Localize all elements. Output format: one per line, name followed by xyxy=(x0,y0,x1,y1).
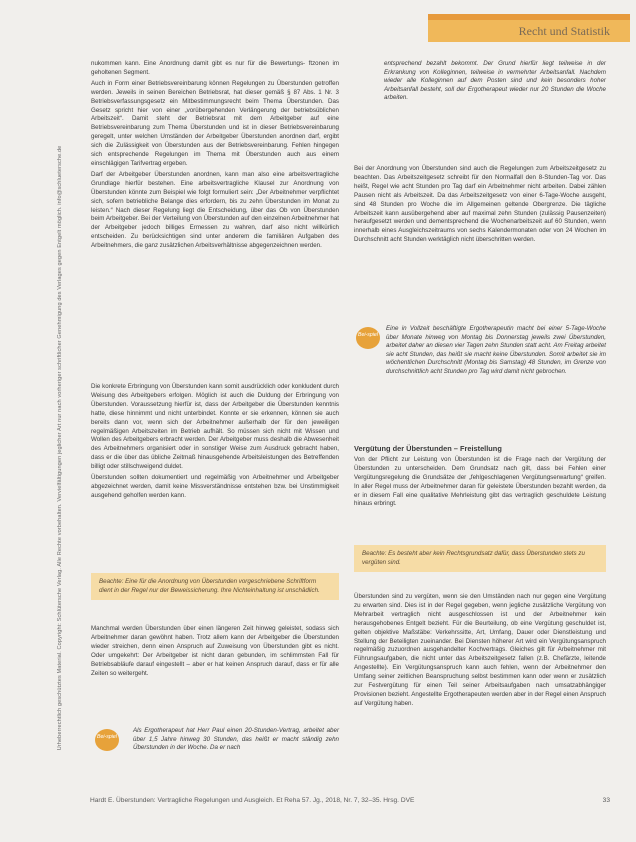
section-banner xyxy=(428,14,630,42)
copyright-notice: Urheberrechtlich geschütztes Material. Copyright: Schlütersche Verlag. Alle Rechte vorbehalten. Vervielfältigungen jeglicher Art nur nach vorheriger schriftlicher Genehmigung des Verlages gegen Entgelt möglich. info@schluetersche.de xyxy=(57,145,63,751)
footer-citation: Hardt E. Überstunden: Vertragliche Regelungen und Ausgleich. Et Reha 57. Jg., 2018, Nr. 7, 32–35. Hrsg. DVE xyxy=(90,797,415,804)
paragraph: nukommen kann. Eine Anordnung damit gibt es nur für die Bewertungs- ftzonen im geholtenen Segment. xyxy=(91,60,339,76)
example-text: Eine in Vollzeit beschäftigte Ergotherapeutin macht bei einer 5-Tage-Woche über Monate hinweg von Montag bis Donnerstag jeweils zwei Überstunden, arbeitet daher an diesen vier Tagen zehn Stunden statt acht. Am Freitag arbeitet sie acht Stunden, das heißt sie macht keine Überstunden. Somit arbeitet sie im wöchentlichen Durchschnitt (Montag bis Samstag) 48 Stunden, im Grenze von durchschnittlich acht Stunden pro Tag wird damit nicht gebrochen. xyxy=(386,325,606,375)
paragraph: Die konkrete Erbringung von Überstunden kann somit ausdrücklich oder konkludent durch Weisung des Arbeitgebers erfolgen. Möglich ist auch die Duldung der Erbringung von Überstunden. Voraussetzung hierfür ist, dass der Arbeitgeber die Überstunden kenntnis hatte, diese hinnimmt und nicht unterbindet. Konnte er sie erkennen, können sie auch bereits dann vor, wenn sich der Arbeitnehmer außerhalb der für den jeweiligen regelmäßigen Arbeitszeiten im Betrieb aufhält. So müssen sich nicht mit Wissen und Wollen des Arbeitgebers erbracht werden. Der Arbeitgeber muss deshalb die Abwesenheit des Arbeitnehmers organisiert oder in sonstiger Weise zum Ausdruck gebracht haben, dass er die über das übliche Zeitmaß hinausgehende Arbeitsleistungen des Betreffenden billigt oder stillschweigend duldet. xyxy=(91,383,339,471)
section-heading: Vergütung der Überstunden – Freistellung xyxy=(354,444,502,453)
example-right xyxy=(354,325,606,377)
left-column-top xyxy=(91,60,339,251)
note-text: Beachte: Eine für die Anordnung von Überstunden vorgeschriebene Schriftform dient in der Regel nur der Beweissicherung. Ihre Nichteinhaltung ist unschädlich. xyxy=(99,578,320,594)
paragraph: Überstunden sollten dokumentiert und regelmäßig von Arbeitnehmer und Arbeitgeber abgezeichnet werden, damit keine Missverständnisse entstehen bzw. bei Unstimmigkeit ausgehend geholfen werden kann. xyxy=(91,474,339,499)
paragraph: Manchmal werden Überstunden über einen längeren Zeit hinweg geleistet, sodass sich Arbeitnehmer daran gewöhnt haben. Trotz allem kann der Arbeitgeber die Überstunden wieder streichen, denn einen Anspruch auf Zuweisung von Überstunden gibt es nicht. Oder umgekehrt: Der Arbeitgeber ist nicht daran gebunden, im schlimmsten Fall für Betriebsabläufe darauf eingestellt – aber er hat keinen Anspruch darauf, dass er für alle Zeiten so weitergeht. xyxy=(91,625,339,677)
right-column-mid xyxy=(354,445,606,509)
note-box-left xyxy=(91,573,339,600)
left-column-bottom xyxy=(91,625,339,678)
page-footer xyxy=(90,797,610,804)
right-column-bottom xyxy=(354,593,606,709)
note-box-right xyxy=(354,545,606,572)
section-title: Recht und Statistik xyxy=(518,24,610,38)
example-text: Als Ergotherapeut hat Herr Paul einen 20-Stunden-Vertrag, arbeitet aber über 1,5 Jahre hinweg 30 Stunden, das heißt er macht ständig zehn Überstunden in der Woche. Da er nach xyxy=(133,727,339,752)
example-continuation: entsprechend bezahlt bekommt. Der Grund hierfür liegt teilweise in der Erkrankung von Kolleginnen, teilweise in vermehrter Arbeitsanfall. Nachdem wieder alle Kolleginnen auf dem Posten sind und kein besonders hoher Arbeitsanfall besteht, soll der Ergotherapeut wieder nur 20 Stunden die Woche arbeiten. xyxy=(384,60,606,102)
paragraph: Von der Pflicht zur Leistung von Überstunden ist die Frage nach der Vergütung der Überstunden zu unterscheiden. Dem Grundsatz nach gilt, dass bei Fehlen einer Vergütungsregelung die Grundsätze der „fehlgeschlagenen Vergütungserwartung“ greifen. In aller Regel muss der Arbeitnehmer daran für geleistete Überstunden bezahlt werden, da er in diesem Fall eine qualitative Mehrleistung gibt das vertraglich geschuldete Leistung hinaus erbringt. xyxy=(354,455,606,508)
right-column-top xyxy=(354,165,606,245)
note-text: Beachte: Es besteht aber kein Rechtsgrundsatz dafür, dass Überstunden stets zu vergüten sind. xyxy=(362,550,585,566)
paragraph: Darf der Arbeitgeber Überstunden anordnen, kann man also eine arbeitsvertragliche Grundlage hierfür bestehen. Eine arbeitsvertragliche Klausel zur Anordnung von Überstunden könnte zum Beispiel wie folgt formuliert sein: „Der Arbeitnehmer verpflichtet sich, sofern betriebliche Belange dies erfordern, bis zu zehn Überstunden im Monat zu leisten.“ Nach dieser Regelung liegt die Entscheidung, über das Ob von Überstunden beim Arbeitgeber. Bei der Verteilung von Überstunden auf den einzelnen Arbeitnehmer hat der Arbeitgeber jedoch billiges Ermessen zu wahren, darf also nicht willkürlich entscheiden. Zu berücksichtigen sind unter anderem die familiären Aufgaben des Arbeitnehmers, die ganz zusätzlichen Arbeitsverhältnisse abgegenzeichnen werden. xyxy=(91,170,339,250)
banner-stripe xyxy=(428,14,630,20)
example-badge: Bei-spiel xyxy=(95,729,119,751)
page-number: 33 xyxy=(602,797,610,804)
paragraph: Bei der Anordnung von Überstunden sind auch die Regelungen zum Arbeitszeitgesetz zu beachten. Das Arbeitszeitgesetz schreibt für den Normalfall den 8-Stunden-Tag vor. Das heißt, Regel wie acht Stunden pro Tag darf ein Arbeitnehmer nicht arbeiten. Dabei zählen Pausen nicht als Arbeitszeit. Da das Arbeitszeitgesetz von einer 6-Tage-Woche ausgeht, sind 48 Stunden pro Woche die im Allgemeinen geltende Obergrenze. Die tägliche Arbeitszeit kann ausübergehend aber auf maximal zehn Stunden (zulässig Pausenzeiten) heraufgesetzt werden und dementsprechend die Wochenarbeitszeit auf 60 Stunden, wenn innerhalb eines Ausgleichszeitraums von sechs Kalendermonaten oder von 24 Wochen im Durchschnitt acht Stunden werktäglich nicht überschritten werden. xyxy=(354,165,606,244)
left-column-mid xyxy=(91,383,339,501)
example-badge: Bei-spiel xyxy=(356,327,380,349)
paragraph: Auch in Form einer Betriebsvereinbarung können Regelungen zu Überstunden getroffen werden. Jeweils in seinen Bereichen Betriebsrat, hat dieser gemäß § 87 Abs. 1 Nr. 3 Betriebsverfassungsgesetz ein Mitbestimmungsrecht beim Thema Überstunden. Das Gesetz spricht hier von einer „vorübergehenden Verlängerung der betriebsüblichen Arbeitszeit“. Damit steht der Betriebsrat mit dem Arbeitgeber auf eine Betriebsvereinbarung zum Thema Überstunden und ist in dieser Betriebsvereinbarung geregelt, unter welchen Umständen der Arbeitgeber Überstunden anordnen darf, ergibt sich die Zulässigkeit von Überstunden aus der Betriebsvereinbarung. Fehlen hingegen sich entsprechende Regelungen im Thema mit Überstunden auch aus einem einschlägigen Tarifvertrag ergeben. xyxy=(91,79,339,167)
example-left xyxy=(91,727,339,753)
paragraph: Überstunden sind zu vergüten, wenn sie den Umständen nach nur gegen eine Vergütung zu erwarten sind. Dies ist in der Regel gegeben, wenn jegliche zusätzliche Vergütung von Mehrarbeit vertraglich nicht ausgeschlossen ist und der Arbeitnehmer kein herausgehobenes Entgelt bezieht. Für die Beurteilung, ob eine Vergütung geschuldet ist, gelten objektive Maßstäbe: Verkehrssitte, Art, Umfang, Dauer oder Dienstleistung und Stellung der Beteiligten zueinander. Bei Diensten höherer Art wird ein Vergütungsanspruch regelmäßig zuzuordnen ausgehandelter Kochvertrags. Gleiches gilt für Arbeitnehmer mit Führungsaufgaben, die nicht unter das Arbeitszeitgesetz fallen (z.B. Chefärzte, leitende Angestellte). Ein Vergütungsanspruch kann auch fehlen, wenn der Arbeitnehmer den Umfang seiner zeitlichen Beanspruchung selbst bestimmen kann oder wenn er zusätzlich zur Festvergütung für einen Teil seiner Arbeitsaufgaben nach umsatzabhängiger Provisionen bezieht. Angestellte Ergotherapeuten werden aber in der Regel einen Anspruch auf Vergütung haben. xyxy=(354,593,606,707)
